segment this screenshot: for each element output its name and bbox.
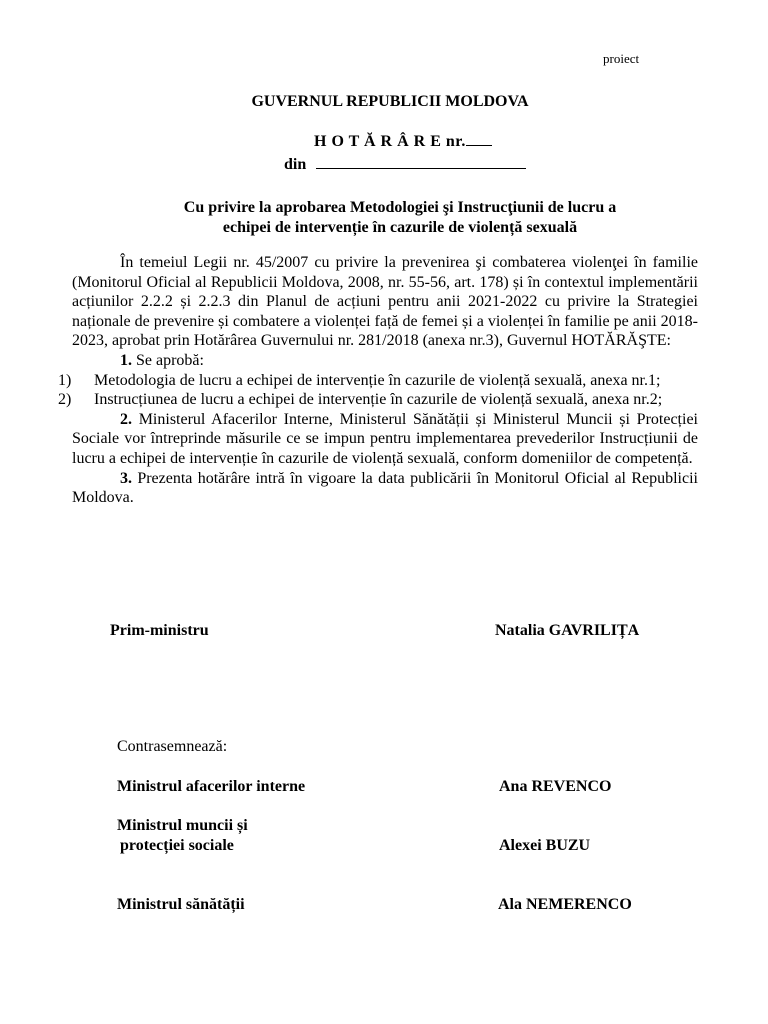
- decision-title-text: H O T Ă R Â R E nr.: [314, 133, 466, 150]
- preamble-paragraph: În temeiul Legii nr. 45/2007 cu privire la prevenirea şi combaterea violenţei în familie (Monitorul Oficial al Republicii Moldova, 2008, nr. 55-56, art. 178) și în contextul implementării acțiunilor 2.2.2 și 2.2.3 din Planul de acțiuni pentru anii 2021-2022 cu privire la Strategiei naționale de prevenire și combatere a violenței față de femei și a violenței în familie pe anii 2018-2023, aprobat prin Hotărârea Guvernului nr. 281/2018 (anexa nr.3), Guvernul HOTĂRĂŞTE:: [72, 254, 698, 350]
- prime-minister-title: Prim-ministru: [110, 622, 209, 639]
- draft-label: proiect: [603, 51, 640, 66]
- subject-line-1: Cu privire la aprobarea Metodologiei şi Instrucţiunii de lucru a: [183, 199, 617, 216]
- article-3-text: Prezenta hotărâre intră în vigoare la data publicării în Monitorul Oficial al Republicii Moldova.: [72, 469, 698, 507]
- labour-minister-name: Alexei BUZU: [499, 837, 591, 854]
- subject-heading: [0, 198, 768, 238]
- article-2-text: Ministerul Afacerilor Interne, Ministerul Sănătății și Ministerul Muncii și Protecției Sociale vor întreprinde măsurile ce se impun pentru implementarea prevederilor Instrucțiunii de lucru a echipei de intervenție în cazurile de violență sexuală, conform domeniilor de competență.: [72, 410, 698, 467]
- article-2: [72, 410, 698, 469]
- article-3-number: 3.: [120, 469, 132, 487]
- interior-minister-name: Ana REVENCO: [499, 778, 612, 795]
- date-label: din: [284, 156, 307, 173]
- labour-minister-title-line-1: Ministrul muncii și: [117, 817, 248, 834]
- decision-body: [58, 253, 698, 508]
- decision-date-blank: [316, 154, 526, 169]
- article-2-number: 2.: [120, 410, 132, 428]
- government-heading: GUVERNUL REPUBLICII MOLDOVA: [251, 93, 529, 110]
- health-minister-name: Ala NEMERENCO: [498, 896, 632, 913]
- health-minister-title: Ministrul sănătății: [117, 896, 245, 913]
- list-item: [58, 371, 698, 391]
- list-item: [58, 390, 698, 410]
- article-1: [72, 351, 698, 371]
- list-item-number: 2): [58, 391, 72, 409]
- article-1-number: 1.: [120, 351, 132, 369]
- decision-title: [314, 133, 492, 151]
- interior-minister-title: Ministrul afacerilor interne: [117, 778, 306, 795]
- article-3: [72, 469, 698, 508]
- article-1-text: Se aprobă:: [132, 351, 204, 369]
- list-item-text: Metodologia de lucru a echipei de intervenție în cazurile de violență sexuală, anexa nr.1;: [94, 371, 661, 389]
- prime-minister-name: Natalia GAVRILIȚA: [495, 622, 640, 639]
- labour-minister-title-line-2: protecției sociale: [120, 837, 234, 854]
- decision-date-line: [284, 154, 526, 174]
- list-item-text: Instrucțiunea de lucru a echipei de intervenție în cazurile de violență sexuală, anexa nr.2;: [94, 391, 663, 409]
- countersign-label: Contrasemnează:: [117, 738, 228, 755]
- subject-line-2: echipei de intervenție în cazurile de violență sexuală: [222, 219, 578, 236]
- list-item-number: 1): [58, 371, 72, 389]
- decision-number-blank: [466, 133, 492, 146]
